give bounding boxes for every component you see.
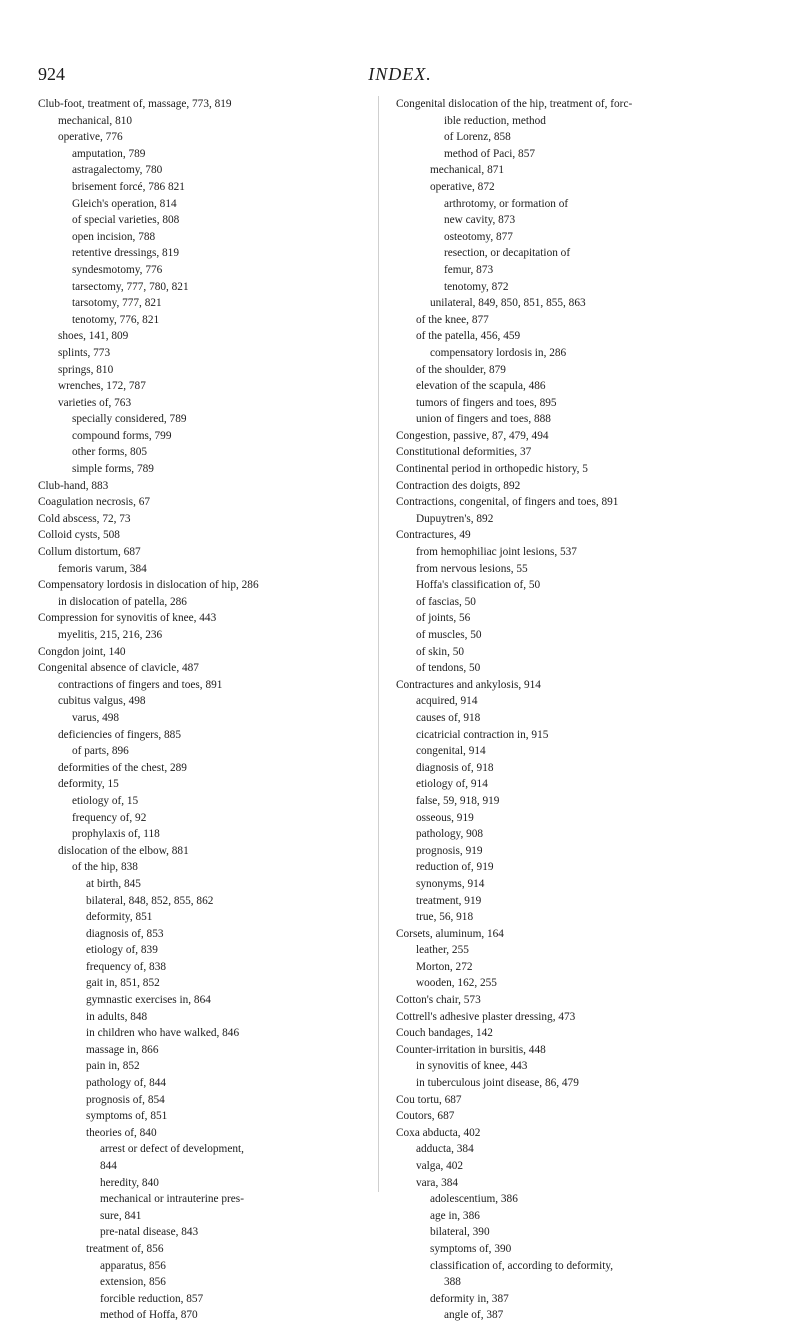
index-entry: 388 — [444, 1276, 461, 1289]
index-entry: in synovitis of knee, 443 — [416, 1060, 528, 1073]
index-entry: of fascias, 50 — [416, 595, 476, 608]
index-entry: wrenches, 172, 787 — [58, 380, 146, 393]
index-entry: vara, 384 — [416, 1176, 459, 1189]
index-entry: Coxa abducta, 402 — [396, 1126, 481, 1139]
index-entry: simple forms, 789 — [72, 463, 154, 476]
index-entry: treatment, 919 — [416, 894, 482, 907]
index-entry: Contractures and ankylosis, 914 — [396, 678, 541, 691]
index-entry: massage in, 866 — [86, 1043, 159, 1056]
index-entry: Compression for synovitis of knee, 443 — [38, 612, 217, 625]
index-entry: Congenital absence of clavicle, 487 — [38, 662, 199, 675]
index-entry: of tendons, 50 — [416, 662, 481, 675]
column-divider — [378, 96, 379, 1192]
index-entry: true, 56, 918 — [416, 911, 474, 924]
index-entry: ible reduction, method — [444, 114, 546, 127]
index-entry: deformity, 851 — [86, 911, 153, 924]
index-entry: varus, 498 — [72, 711, 120, 724]
index-entry: adolescentium, 386 — [430, 1193, 518, 1206]
page-header — [0, 64, 800, 86]
index-entry: operative, 776 — [58, 131, 123, 144]
index-entry: method of Hoffa, 870 — [100, 1309, 198, 1322]
index-entry: forcible reduction, 857 — [100, 1292, 204, 1305]
index-entry: Congdon joint, 140 — [38, 645, 126, 658]
index-entry: in tuberculous joint disease, 86, 479 — [416, 1077, 579, 1090]
index-entry: pathology of, 844 — [86, 1077, 167, 1090]
index-entry: apparatus, 856 — [100, 1259, 166, 1272]
index-entry: astragalectomy, 780 — [72, 164, 163, 177]
index-entry: diagnosis of, 853 — [86, 927, 164, 940]
index-entry: pathology, 908 — [416, 828, 484, 841]
index-entry: etiology of, 15 — [72, 794, 139, 807]
index-entry: splints, 773 — [58, 346, 111, 359]
index-entry: 844 — [100, 1160, 117, 1172]
index-entry: tarsotomy, 777, 821 — [72, 297, 162, 310]
page-number: 924 — [38, 64, 65, 84]
index-entry: unilateral, 849, 850, 851, 855, 863 — [430, 297, 586, 310]
index-entry: synonyms, 914 — [416, 877, 485, 890]
index-entry: Contractions, congenital, of fingers and toes, 891 — [396, 496, 619, 509]
index-entry: Colloid cysts, 508 — [38, 529, 120, 542]
index-entry: frequency of, 838 — [86, 960, 166, 973]
index-entry: union of fingers and toes, 888 — [416, 413, 551, 426]
index-entry: springs, 810 — [58, 363, 114, 376]
index-entry: operative, 872 — [430, 180, 495, 193]
running-head-title: INDEX. — [368, 64, 432, 84]
index-entry: at birth, 845 — [86, 877, 141, 890]
index-entry: Contractures, 49 — [396, 529, 471, 542]
index-column-right — [396, 96, 742, 1324]
index-entry: other forms, 805 — [72, 446, 147, 459]
index-entry: compensatory lordosis in, 286 — [430, 346, 567, 359]
index-entry: Congestion, passive, 87, 479, 494 — [396, 429, 549, 442]
index-entry: angle of, 387 — [444, 1309, 504, 1322]
index-entry: osseous, 919 — [416, 811, 474, 824]
index-entry: of parts, 896 — [72, 745, 129, 758]
index-entry: Cotton's chair, 573 — [396, 994, 481, 1007]
index-entry: leather, 255 — [416, 944, 469, 957]
index-entry: tarsectomy, 777, 780, 821 — [72, 280, 189, 293]
index-entry: etiology of, 839 — [86, 944, 158, 957]
index-entry: false, 59, 918, 919 — [416, 794, 500, 807]
index-entry: Hoffa's classification of, 50 — [416, 579, 541, 592]
index-entry: femoris varum, 384 — [58, 562, 147, 575]
index-entry: in dislocation of patella, 286 — [58, 595, 187, 608]
index-entry: Coagulation necrosis, 67 — [38, 496, 151, 509]
index-entry: tenotomy, 872 — [444, 280, 509, 293]
index-entry: dislocation of the elbow, 881 — [58, 844, 189, 857]
index-entry: deformity, 15 — [58, 778, 119, 791]
index-entry: retentive dressings, 819 — [72, 247, 179, 260]
index-entry: of the shoulder, 879 — [416, 363, 506, 376]
index-entry: Corsets, aluminum, 164 — [396, 927, 504, 940]
index-entry: classification of, according to deformity, — [430, 1259, 614, 1272]
index-entry: of the knee, 877 — [416, 313, 489, 326]
index-entry: osteotomy, 877 — [444, 230, 513, 243]
index-entry: mechanical, 871 — [430, 164, 505, 177]
index-entry: symptoms of, 851 — [86, 1110, 168, 1123]
index-entry: new cavity, 873 — [444, 214, 516, 227]
index-entry: extension, 856 — [100, 1276, 166, 1289]
index-entry: pre-natal disease, 843 — [100, 1226, 199, 1239]
index-entry: contractions of fingers and toes, 891 — [58, 678, 223, 691]
index-entry: mechanical or intrauterine pres- — [100, 1193, 244, 1206]
index-entry: of the hip, 838 — [72, 861, 138, 874]
index-entry: tenotomy, 776, 821 — [72, 313, 160, 326]
index-entry: in children who have walked, 846 — [86, 1027, 240, 1040]
index-entry: Couch bandages, 142 — [396, 1027, 493, 1040]
index-entry: of Lorenz, 858 — [444, 131, 511, 144]
index-entry: Constitutional deformities, 37 — [396, 446, 532, 459]
index-entry: reduction of, 919 — [416, 861, 494, 874]
index-entry: of the patella, 456, 459 — [416, 330, 521, 343]
index-entry: Gleich's operation, 814 — [72, 197, 177, 210]
index-entry: gait in, 851, 852 — [86, 977, 160, 990]
index-entry: myelitis, 215, 216, 236 — [58, 629, 163, 641]
index-entry: open incision, 788 — [72, 230, 156, 243]
index-entry: Cou tortu, 687 — [396, 1093, 462, 1106]
index-entry: Collum distortum, 687 — [38, 546, 141, 559]
index-entry: syndesmotomy, 776 — [72, 263, 163, 276]
index-entry: cicatricial contraction in, 915 — [416, 728, 549, 741]
index-entry: method of Paci, 857 — [444, 147, 535, 160]
index-entry: adducta, 384 — [416, 1143, 474, 1156]
index-entry: tumors of fingers and toes, 895 — [416, 396, 557, 409]
index-entry: congenital, 914 — [416, 745, 486, 758]
index-entry: deficiencies of fingers, 885 — [58, 728, 181, 741]
index-entry: treatment of, 856 — [86, 1242, 164, 1255]
index-entry: arthrotomy, or formation of — [444, 197, 569, 210]
index-entry: of skin, 50 — [416, 645, 465, 658]
index-entry: femur, 873 — [444, 263, 494, 276]
index-entry: causes of, 918 — [416, 711, 481, 724]
index-entry: arrest or defect of development, — [100, 1143, 244, 1156]
index-entry: elevation of the scapula, 486 — [416, 380, 546, 393]
index-entry: prognosis, 919 — [416, 844, 483, 857]
index-entry: Compensatory lordosis in dislocation of hip, 286 — [38, 579, 259, 592]
index-entry: deformity in, 387 — [430, 1292, 509, 1305]
index-entry: Cold abscess, 72, 73 — [38, 512, 131, 525]
index-entry: specially considered, 789 — [72, 413, 187, 426]
index-entry: shoes, 141, 809 — [58, 330, 129, 343]
index-entry: etiology of, 914 — [416, 778, 488, 791]
index-entry: of special varieties, 808 — [72, 214, 180, 227]
index-entry: deformities of the chest, 289 — [58, 761, 187, 774]
index-entry: compound forms, 799 — [72, 429, 172, 442]
index-entry: in adults, 848 — [86, 1010, 148, 1023]
index-entry: from hemophiliac joint lesions, 537 — [416, 546, 577, 559]
index-entry: prophylaxis of, 118 — [72, 828, 160, 841]
index-entry: Contraction des doigts, 892 — [396, 479, 521, 492]
index-entry: Counter-irritation in bursitis, 448 — [396, 1043, 546, 1056]
index-entry: mechanical, 810 — [58, 114, 133, 127]
index-entry: prognosis of, 854 — [86, 1093, 165, 1106]
index-entry: resection, or decapitation of — [444, 247, 571, 260]
index-entry: pain in, 852 — [86, 1060, 140, 1073]
index-entry: Club-hand, 883 — [38, 479, 109, 492]
index-entry: brisement forcé, 786 821 — [72, 180, 185, 193]
index-entry: Congenital dislocation of the hip, treatment of, forc- — [396, 98, 633, 110]
index-entry: heredity, 840 — [100, 1176, 159, 1189]
index-entry: Dupuytren's, 892 — [416, 512, 494, 525]
index-entry: Club-foot, treatment of, massage, 773, 819 — [38, 98, 232, 110]
index-entry: bilateral, 390 — [430, 1226, 490, 1239]
index-entry: amputation, 789 — [72, 147, 146, 160]
index-entry: Morton, 272 — [416, 960, 473, 973]
index-entry: Continental period in orthopedic history, 5 — [396, 463, 588, 476]
index-entry: symptoms of, 390 — [430, 1242, 512, 1255]
index-column-left — [38, 96, 368, 1324]
index-entry: of joints, 56 — [416, 612, 471, 625]
index-entry: sure, 841 — [100, 1209, 142, 1222]
index-entry: bilateral, 848, 852, 855, 862 — [86, 894, 214, 907]
index-entry: Coutors, 687 — [396, 1110, 455, 1123]
index-entry: acquired, 914 — [416, 695, 478, 708]
index-entry: wooden, 162, 255 — [416, 977, 497, 990]
index-entry: theories of, 840 — [86, 1126, 157, 1139]
index-entry: age in, 386 — [430, 1209, 480, 1222]
index-entry: from nervous lesions, 55 — [416, 562, 528, 575]
index-entry: Cottrell's adhesive plaster dressing, 473 — [396, 1010, 576, 1023]
index-entry: diagnosis of, 918 — [416, 761, 494, 774]
index-entry: frequency of, 92 — [72, 811, 147, 824]
index-entry: varieties of, 763 — [58, 396, 132, 409]
index-entry: valga, 402 — [416, 1160, 464, 1172]
index-entry: of muscles, 50 — [416, 629, 482, 641]
index-entry: gymnastic exercises in, 864 — [86, 994, 211, 1007]
index-entry: cubitus valgus, 498 — [58, 695, 146, 708]
